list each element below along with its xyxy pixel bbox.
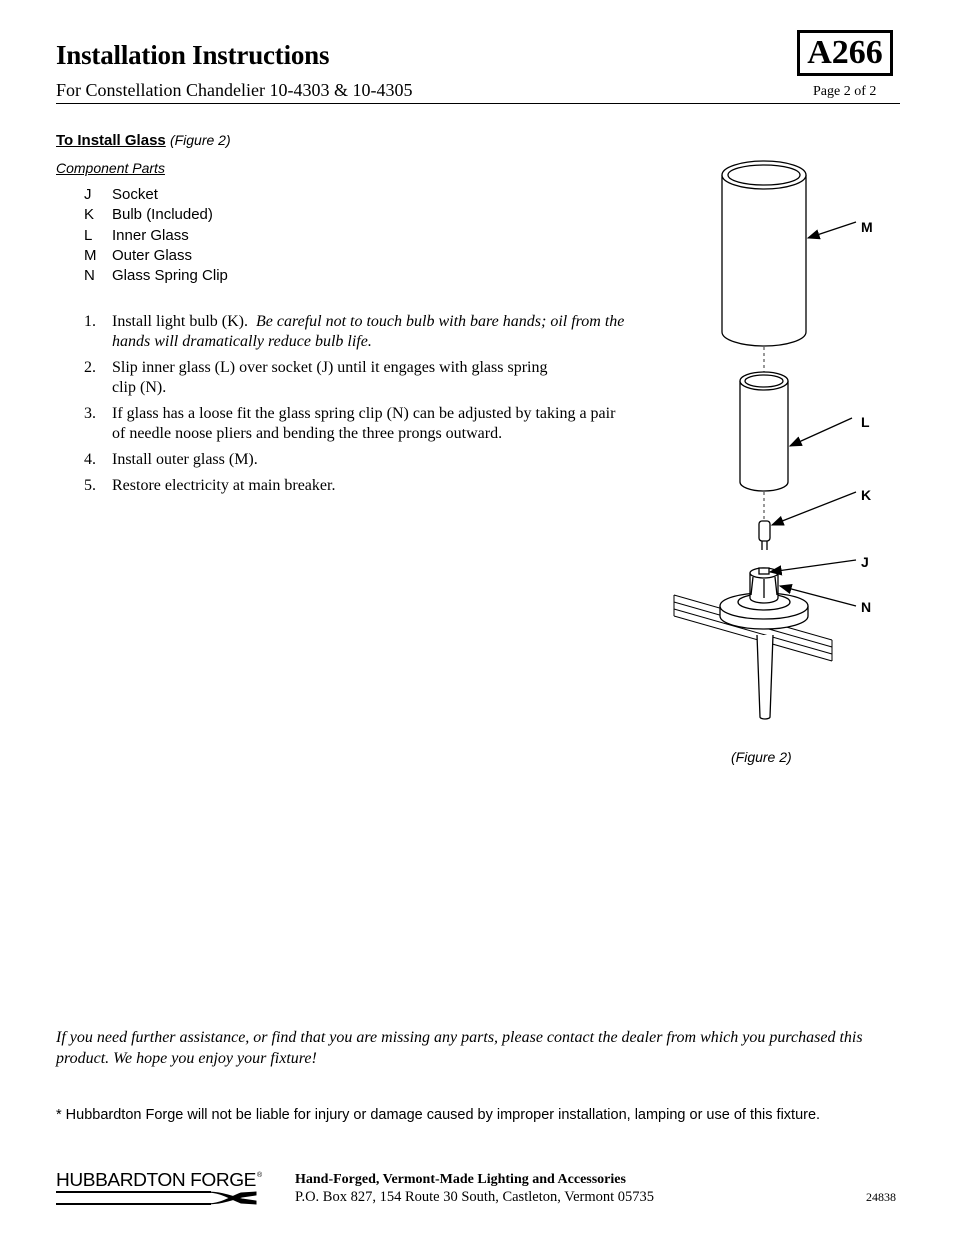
stem-shape (757, 635, 773, 719)
part-name: Bulb (Included) (112, 206, 213, 224)
glass-installation-diagram (660, 150, 900, 730)
socket-shape (750, 568, 778, 603)
page-number: Page 2 of 2 (813, 84, 877, 99)
parts-list (84, 185, 228, 286)
step-instruction: Install light bulb (K). (112, 313, 248, 330)
step-number: 2. (84, 359, 96, 376)
part-name: Socket (112, 186, 158, 203)
part-name: Outer Glass (112, 246, 193, 264)
section-figure-ref: (Figure 2) (169, 132, 231, 148)
figure-caption: (Figure 2) (731, 749, 792, 765)
page-title: Installation Instructions (56, 40, 330, 70)
part-item (84, 185, 228, 205)
footer-address: P.O. Box 827, 154 Route 30 South, Castleton, Vermont 05735 (295, 1189, 655, 1205)
instruction-steps (84, 312, 629, 502)
step-item (84, 358, 629, 398)
step-number: 4. (84, 451, 96, 468)
step-number: 5. (84, 477, 96, 494)
document-code: A266 (807, 34, 883, 71)
components-title: Component Parts (56, 160, 165, 176)
document-code-box (797, 30, 893, 76)
step-text: If glass has a loose fit the glass spring clip (N) can be adjusted by taking a pair of needle noose pliers and bending the three prongs outward. (112, 405, 616, 442)
liability-disclaimer: * Hubbardton Forge will not be liable for injury or damage caused by improper installation, lamping or use of this fixture. (56, 1107, 821, 1123)
section-title: To Install Glass (56, 132, 166, 149)
logo-tongs-mark (56, 1192, 256, 1204)
document-id: 24838 (866, 1190, 896, 1204)
part-letter: J (84, 186, 92, 203)
assistance-note: If you need further assistance, or find that you are missing any parts, please contact the dealer from which you purchased this product. We hope you enjoy your fixture! (56, 1029, 863, 1067)
label-m: M (861, 219, 873, 235)
label-k: K (861, 487, 872, 503)
part-item (84, 226, 228, 246)
header-divider (56, 103, 900, 104)
step-item (84, 312, 629, 352)
logo-wordmark: HUBBARDTON FORGE (56, 1170, 257, 1190)
part-item (84, 266, 228, 286)
label-j: J (861, 554, 869, 570)
part-letter: N (84, 267, 95, 285)
inner-glass-shape (740, 372, 788, 491)
step-number: 3. (84, 405, 96, 422)
step-text: Install outer glass (M). (112, 451, 258, 468)
part-item (84, 205, 228, 225)
label-l: L (861, 414, 870, 430)
step-warning-note: Be careful not to touch bulb with bare hands; oil from the hands will dramatically reduce bulb life. (112, 313, 625, 350)
label-n: N (861, 599, 872, 615)
bulb-shape (759, 521, 770, 550)
part-letter: L (84, 226, 93, 244)
part-letter: M (84, 246, 97, 264)
step-item (84, 476, 629, 496)
part-item (84, 246, 228, 266)
step-text: Restore electricity at main breaker. (112, 477, 336, 494)
part-name: Glass Spring Clip (112, 267, 228, 285)
step-item (84, 404, 629, 444)
step-text (112, 312, 629, 352)
outer-glass-shape (722, 161, 806, 346)
part-letter: K (84, 206, 95, 224)
step-item (84, 450, 629, 470)
hubbardton-forge-logo (56, 1168, 271, 1210)
section-heading (56, 132, 231, 149)
product-subtitle: For Constellation Chandelier 10-4303 & 10-4305 (56, 80, 413, 100)
part-name: Inner Glass (112, 226, 189, 244)
footer-tagline: Hand-Forged, Vermont-Made Lighting and Accessories (295, 1172, 626, 1187)
step-number: 1. (84, 313, 96, 330)
step-text: Slip inner glass (L) over socket (J) until it engages with glass spring clip (N). (112, 359, 548, 396)
logo-registered-mark: ® (257, 1172, 263, 1179)
